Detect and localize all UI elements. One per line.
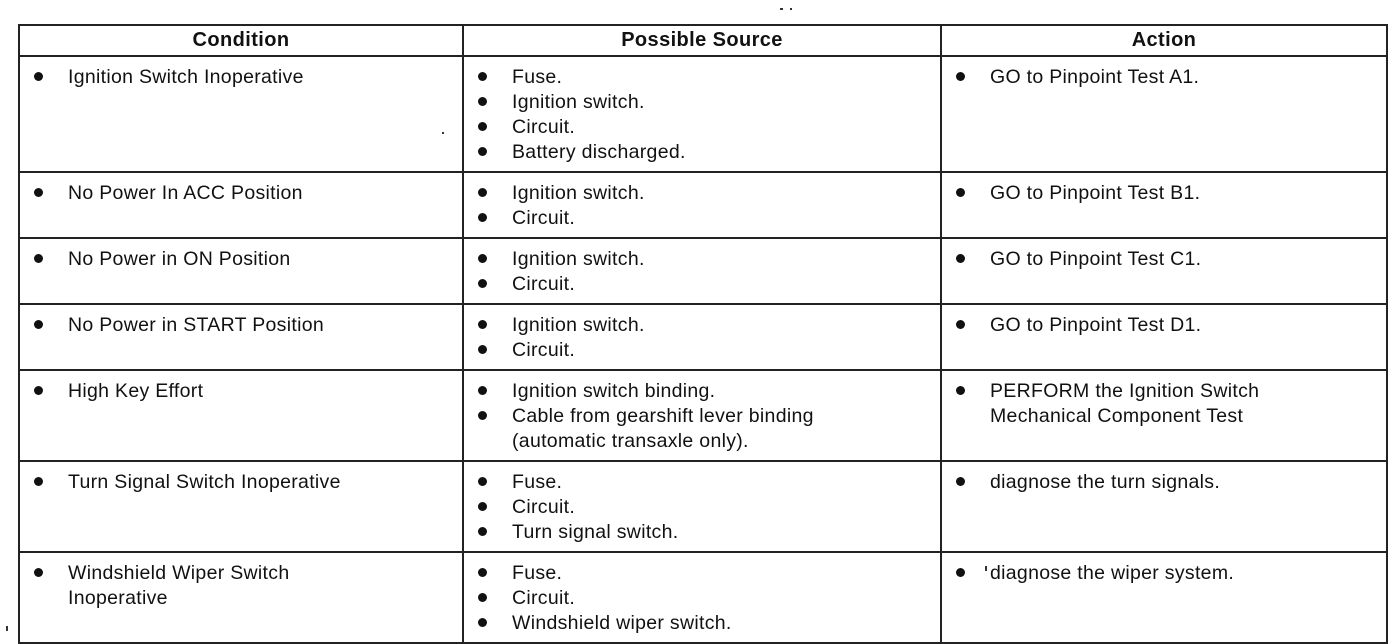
list-item bbox=[30, 65, 452, 90]
bullet-icon bbox=[474, 181, 512, 197]
bullet-text: diagnose the wiper system. bbox=[990, 562, 1235, 584]
bullet-text: Ignition Switch Inoperative bbox=[68, 66, 304, 88]
bullet-text: diagnose the turn signals. bbox=[990, 471, 1221, 493]
table-row bbox=[19, 552, 1387, 643]
table-row bbox=[19, 461, 1387, 552]
list-item bbox=[474, 181, 930, 206]
table-row bbox=[19, 56, 1387, 172]
bullet-icon bbox=[30, 247, 68, 263]
bullet-icon bbox=[30, 65, 68, 81]
bullet-icon bbox=[474, 338, 512, 354]
condition-cell bbox=[19, 461, 463, 552]
bullet-text: GO to Pinpoint Test A1. bbox=[990, 66, 1200, 88]
bullet-text: GO to Pinpoint Test B1. bbox=[990, 182, 1201, 204]
list-item bbox=[474, 247, 930, 272]
bullet-icon bbox=[474, 247, 512, 263]
list-item bbox=[952, 65, 1376, 90]
bullet-text: Circuit. bbox=[512, 587, 576, 609]
bullet-text: Cable from gearshift lever binding (automatic transaxle only). bbox=[512, 405, 814, 452]
bullet-list bbox=[30, 181, 452, 206]
bullet-list bbox=[952, 470, 1376, 495]
bullet-icon bbox=[952, 470, 990, 486]
scan-speck bbox=[442, 132, 444, 134]
bullet-text: Ignition switch. bbox=[512, 314, 645, 336]
bullet-list bbox=[30, 247, 452, 272]
table-body bbox=[19, 56, 1387, 643]
bullet-icon bbox=[30, 181, 68, 197]
bullet-list bbox=[30, 379, 452, 404]
bullet-text: Fuse. bbox=[512, 66, 563, 88]
possible-source-cell bbox=[463, 56, 941, 172]
action-cell bbox=[941, 370, 1387, 461]
bullet-icon bbox=[474, 520, 512, 536]
bullet-list bbox=[952, 181, 1376, 206]
bullet-list bbox=[474, 65, 930, 165]
action-cell bbox=[941, 238, 1387, 304]
header-condition: Condition bbox=[19, 25, 463, 56]
header-action: Action bbox=[941, 25, 1387, 56]
list-item bbox=[474, 90, 930, 115]
bullet-text: Circuit. bbox=[512, 207, 576, 229]
bullet-list bbox=[30, 470, 452, 495]
bullet-icon bbox=[474, 561, 512, 577]
header-row bbox=[19, 25, 1387, 56]
list-item bbox=[30, 181, 452, 206]
condition-cell bbox=[19, 370, 463, 461]
bullet-list bbox=[474, 247, 930, 297]
bullet-icon bbox=[474, 313, 512, 329]
condition-cell bbox=[19, 172, 463, 238]
bullet-list bbox=[474, 379, 930, 454]
list-item bbox=[474, 586, 930, 611]
bullet-icon bbox=[474, 206, 512, 222]
list-item bbox=[474, 338, 930, 363]
bullet-text: GO to Pinpoint Test C1. bbox=[990, 248, 1202, 270]
bullet-icon bbox=[952, 181, 990, 197]
bullet-list bbox=[30, 561, 452, 611]
bullet-text: Circuit. bbox=[512, 339, 576, 361]
bullet-list bbox=[30, 65, 452, 90]
bullet-icon bbox=[952, 247, 990, 263]
scan-speck bbox=[790, 8, 792, 10]
bullet-text: Ignition switch. bbox=[512, 91, 645, 113]
list-item bbox=[30, 379, 452, 404]
list-item bbox=[474, 561, 930, 586]
scan-speck bbox=[985, 566, 987, 571]
bullet-list bbox=[474, 561, 930, 636]
list-item bbox=[474, 495, 930, 520]
bullet-text: Fuse. bbox=[512, 562, 563, 584]
bullet-icon bbox=[474, 470, 512, 486]
bullet-text: Circuit. bbox=[512, 116, 576, 138]
bullet-icon bbox=[30, 313, 68, 329]
bullet-icon bbox=[474, 379, 512, 395]
bullet-text: High Key Effort bbox=[68, 380, 204, 402]
bullet-text: Turn signal switch. bbox=[512, 521, 679, 543]
condition-cell bbox=[19, 552, 463, 643]
list-item bbox=[474, 272, 930, 297]
bullet-text: Ignition switch. bbox=[512, 248, 645, 270]
bullet-icon bbox=[474, 65, 512, 81]
list-item bbox=[952, 247, 1376, 272]
action-cell bbox=[941, 56, 1387, 172]
action-cell bbox=[941, 552, 1387, 643]
condition-cell bbox=[19, 304, 463, 370]
list-item bbox=[474, 313, 930, 338]
action-cell bbox=[941, 304, 1387, 370]
bullet-text: No Power in ON Position bbox=[68, 248, 291, 270]
table-row bbox=[19, 172, 1387, 238]
bullet-list bbox=[952, 313, 1376, 338]
list-item bbox=[30, 247, 452, 272]
possible-source-cell bbox=[463, 370, 941, 461]
list-item bbox=[952, 313, 1376, 338]
bullet-text: Ignition switch binding. bbox=[512, 380, 716, 402]
scan-speck bbox=[780, 8, 783, 10]
condition-cell bbox=[19, 56, 463, 172]
bullet-icon bbox=[952, 65, 990, 81]
bullet-icon bbox=[474, 272, 512, 288]
list-item bbox=[952, 181, 1376, 206]
bullet-text: Circuit. bbox=[512, 273, 576, 295]
list-item bbox=[30, 561, 452, 611]
table-row bbox=[19, 370, 1387, 461]
list-item bbox=[474, 404, 930, 454]
list-item bbox=[30, 313, 452, 338]
scan-speck bbox=[6, 626, 8, 631]
bullet-icon bbox=[474, 586, 512, 602]
list-item bbox=[474, 65, 930, 90]
bullet-icon bbox=[474, 90, 512, 106]
bullet-icon bbox=[474, 140, 512, 156]
bullet-text: No Power In ACC Position bbox=[68, 182, 303, 204]
bullet-list bbox=[474, 470, 930, 545]
bullet-text: Windshield Wiper Switch Inoperative bbox=[68, 562, 290, 609]
bullet-icon bbox=[952, 313, 990, 329]
bullet-list bbox=[952, 379, 1376, 429]
bullet-list bbox=[952, 65, 1376, 90]
possible-source-cell bbox=[463, 238, 941, 304]
diagnosis-table bbox=[18, 24, 1388, 644]
possible-source-cell bbox=[463, 304, 941, 370]
table-row bbox=[19, 238, 1387, 304]
bullet-text: Turn Signal Switch Inoperative bbox=[68, 471, 341, 493]
bullet-list bbox=[474, 313, 930, 363]
action-cell bbox=[941, 172, 1387, 238]
possible-source-cell bbox=[463, 461, 941, 552]
bullet-list bbox=[952, 247, 1376, 272]
list-item bbox=[474, 206, 930, 231]
bullet-list bbox=[30, 313, 452, 338]
possible-source-cell bbox=[463, 172, 941, 238]
list-item bbox=[474, 470, 930, 495]
bullet-list bbox=[474, 181, 930, 231]
bullet-icon bbox=[30, 379, 68, 395]
possible-source-cell bbox=[463, 552, 941, 643]
bullet-icon bbox=[474, 115, 512, 131]
table-row bbox=[19, 304, 1387, 370]
bullet-icon bbox=[474, 495, 512, 511]
bullet-icon bbox=[474, 611, 512, 627]
bullet-text: GO to Pinpoint Test D1. bbox=[990, 314, 1202, 336]
bullet-text: Windshield wiper switch. bbox=[512, 612, 732, 634]
bullet-text: Battery discharged. bbox=[512, 141, 686, 163]
bullet-text: Fuse. bbox=[512, 471, 563, 493]
condition-cell bbox=[19, 238, 463, 304]
header-possible-source: Possible Source bbox=[463, 25, 941, 56]
bullet-icon bbox=[30, 561, 68, 577]
list-item bbox=[474, 115, 930, 140]
list-item bbox=[474, 520, 930, 545]
bullet-icon bbox=[474, 404, 512, 420]
action-cell bbox=[941, 461, 1387, 552]
bullet-text: Circuit. bbox=[512, 496, 576, 518]
bullet-list bbox=[952, 561, 1376, 586]
bullet-icon bbox=[30, 470, 68, 486]
bullet-text: PERFORM the Ignition Switch Mechanical Component Test bbox=[990, 380, 1260, 427]
bullet-icon bbox=[952, 379, 990, 395]
list-item bbox=[30, 470, 452, 495]
list-item bbox=[474, 379, 930, 404]
bullet-text: Ignition switch. bbox=[512, 182, 645, 204]
list-item bbox=[474, 140, 930, 165]
bullet-text: No Power in START Position bbox=[68, 314, 324, 336]
list-item bbox=[952, 379, 1376, 429]
list-item bbox=[952, 561, 1376, 586]
list-item bbox=[474, 611, 930, 636]
list-item bbox=[952, 470, 1376, 495]
